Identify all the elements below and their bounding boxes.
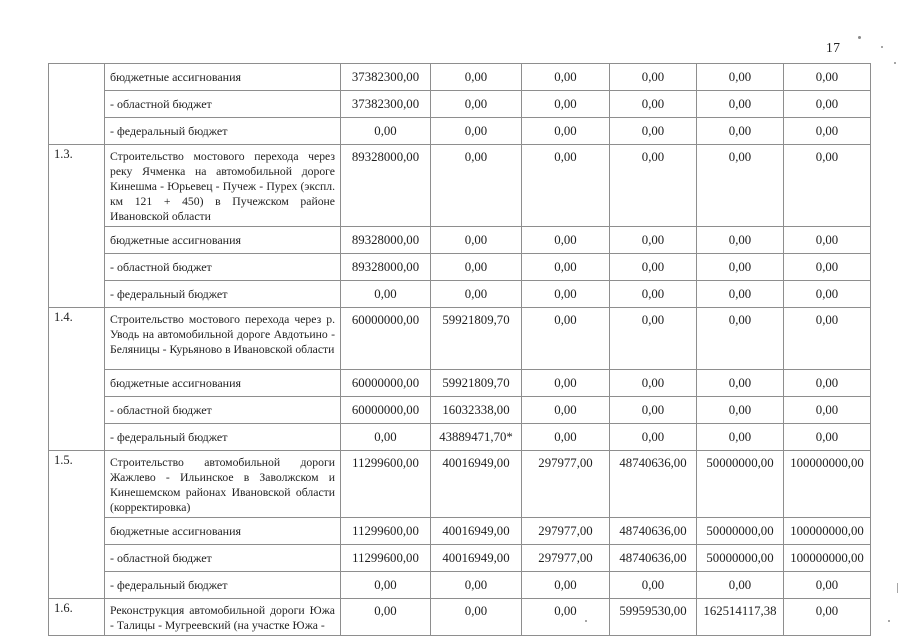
scan-artifact: [894, 62, 896, 64]
row-label-cell: - областной бюджет: [105, 397, 341, 424]
value-cell: 0,00: [610, 424, 697, 451]
value-cell: 0,00: [341, 281, 431, 308]
value-cell: 0,00: [610, 370, 697, 397]
value-cell: 11299600,00: [341, 518, 431, 545]
value-cell: 50000000,00: [697, 545, 784, 572]
table-row: [49, 518, 871, 545]
row-label-cell: - областной бюджет: [105, 91, 341, 118]
value-cell: 0,00: [431, 64, 522, 91]
value-cell: 0,00: [784, 227, 871, 254]
table-row: [49, 118, 871, 145]
value-cell: 89328000,00: [341, 145, 431, 227]
value-cell: 60000000,00: [341, 397, 431, 424]
value-cell: 0,00: [610, 281, 697, 308]
value-cell: 0,00: [784, 281, 871, 308]
row-label-cell: - федеральный бюджет: [105, 424, 341, 451]
value-cell: 0,00: [431, 145, 522, 227]
value-cell: 297977,00: [522, 451, 610, 518]
value-cell: 0,00: [697, 254, 784, 281]
value-cell: 0,00: [522, 424, 610, 451]
value-cell: 0,00: [522, 397, 610, 424]
value-cell: 0,00: [522, 281, 610, 308]
table-row: [49, 572, 871, 599]
value-cell: 0,00: [610, 572, 697, 599]
value-cell: 0,00: [697, 145, 784, 227]
value-cell: 162514117,38: [697, 599, 784, 636]
item-description-cell: Строительство автомобильной дороги Жажлево - Ильинское в Заволжском и Кинешемском районах Ивановской области (корректировка): [105, 451, 341, 518]
value-cell: 0,00: [697, 424, 784, 451]
value-cell: 297977,00: [522, 518, 610, 545]
value-cell: 50000000,00: [697, 451, 784, 518]
value-cell: 0,00: [522, 370, 610, 397]
value-cell: 0,00: [784, 370, 871, 397]
value-cell: 0,00: [784, 118, 871, 145]
value-cell: 100000000,00: [784, 451, 871, 518]
item-number-cell: 1.3.: [49, 145, 105, 308]
row-label-cell: - областной бюджет: [105, 254, 341, 281]
value-cell: 60000000,00: [341, 308, 431, 370]
scan-artifact: [888, 620, 890, 622]
value-cell: 0,00: [697, 572, 784, 599]
value-cell: 60000000,00: [341, 370, 431, 397]
value-cell: 0,00: [431, 91, 522, 118]
value-cell: 0,00: [610, 91, 697, 118]
value-cell: 0,00: [610, 397, 697, 424]
value-cell: 0,00: [697, 64, 784, 91]
value-cell: 0,00: [697, 308, 784, 370]
value-cell: 0,00: [610, 254, 697, 281]
value-cell: 59959530,00: [610, 599, 697, 636]
budget-table: [48, 63, 871, 636]
value-cell: 100000000,00: [784, 518, 871, 545]
value-cell: 0,00: [784, 91, 871, 118]
item-description-cell: Строительство мостового перехода через реку Ячменка на автомобильной дороге Кинешма - Юрьевец - Пучеж - Пурех (экспл. км 121 + 450) в Пучежском районе Ивановской области: [105, 145, 341, 227]
value-cell: 50000000,00: [697, 518, 784, 545]
value-cell: 0,00: [522, 599, 610, 636]
scan-artifact: [897, 583, 898, 593]
value-cell: 0,00: [697, 281, 784, 308]
value-cell: 48740636,00: [610, 451, 697, 518]
value-cell: 0,00: [431, 599, 522, 636]
value-cell: 89328000,00: [341, 254, 431, 281]
value-cell: 11299600,00: [341, 545, 431, 572]
value-cell: 0,00: [610, 227, 697, 254]
table-row: [49, 227, 871, 254]
value-cell: 0,00: [431, 254, 522, 281]
value-cell: 0,00: [522, 308, 610, 370]
item-description-cell: Строительство мостового перехода через р. Уводь на автомобильной дороге Авдотьино - Беляницы - Курьяново в Ивановской области: [105, 308, 341, 370]
value-cell: 0,00: [697, 227, 784, 254]
value-cell: 0,00: [522, 254, 610, 281]
budget-table-body: [49, 64, 871, 636]
table-row: [49, 254, 871, 281]
value-cell: 43889471,70*: [431, 424, 522, 451]
value-cell: 37382300,00: [341, 91, 431, 118]
value-cell: 0,00: [784, 308, 871, 370]
value-cell: 0,00: [784, 424, 871, 451]
value-cell: 0,00: [784, 64, 871, 91]
value-cell: 48740636,00: [610, 518, 697, 545]
value-cell: 0,00: [522, 227, 610, 254]
value-cell: 0,00: [610, 308, 697, 370]
value-cell: 0,00: [697, 118, 784, 145]
value-cell: 0,00: [522, 118, 610, 145]
value-cell: 11299600,00: [341, 451, 431, 518]
value-cell: 0,00: [697, 91, 784, 118]
item-number-cell: [49, 64, 105, 145]
row-label-cell: бюджетные ассигнования: [105, 370, 341, 397]
page-number: 17: [826, 40, 841, 55]
value-cell: 0,00: [610, 64, 697, 91]
table-row: [49, 370, 871, 397]
value-cell: 0,00: [784, 254, 871, 281]
item-number-cell: 1.4.: [49, 308, 105, 451]
value-cell: 0,00: [341, 118, 431, 145]
item-description-cell: Реконструкция автомобильной дороги Южа - Талицы - Мугреевский (на участке Южа -: [105, 599, 341, 636]
table-row: [49, 545, 871, 572]
value-cell: 0,00: [341, 424, 431, 451]
row-label-cell: - федеральный бюджет: [105, 118, 341, 145]
value-cell: 0,00: [610, 145, 697, 227]
value-cell: 0,00: [522, 91, 610, 118]
row-label-cell: бюджетные ассигнования: [105, 227, 341, 254]
table-row: [49, 397, 871, 424]
row-label-cell: - областной бюджет: [105, 545, 341, 572]
value-cell: 89328000,00: [341, 227, 431, 254]
row-label-cell: бюджетные ассигнования: [105, 64, 341, 91]
value-cell: 0,00: [784, 599, 871, 636]
row-label-cell: - федеральный бюджет: [105, 281, 341, 308]
value-cell: 100000000,00: [784, 545, 871, 572]
value-cell: 0,00: [697, 397, 784, 424]
value-cell: 16032338,00: [431, 397, 522, 424]
value-cell: 0,00: [431, 118, 522, 145]
value-cell: 0,00: [341, 599, 431, 636]
value-cell: 0,00: [522, 572, 610, 599]
item-number-cell: 1.6.: [49, 599, 105, 636]
scan-artifact: [585, 620, 587, 622]
value-cell: 48740636,00: [610, 545, 697, 572]
value-cell: 0,00: [431, 281, 522, 308]
value-cell: 297977,00: [522, 545, 610, 572]
row-label-cell: - федеральный бюджет: [105, 572, 341, 599]
value-cell: 0,00: [784, 397, 871, 424]
value-cell: 0,00: [431, 227, 522, 254]
value-cell: 37382300,00: [341, 64, 431, 91]
table-row: [49, 281, 871, 308]
value-cell: 0,00: [341, 572, 431, 599]
row-label-cell: бюджетные ассигнования: [105, 518, 341, 545]
value-cell: 59921809,70: [431, 308, 522, 370]
value-cell: 40016949,00: [431, 545, 522, 572]
table-row: [49, 599, 871, 636]
scan-artifact: [881, 46, 883, 48]
value-cell: 0,00: [784, 572, 871, 599]
value-cell: 0,00: [784, 145, 871, 227]
value-cell: 59921809,70: [431, 370, 522, 397]
value-cell: 40016949,00: [431, 451, 522, 518]
scan-artifact: [858, 36, 861, 39]
value-cell: 0,00: [610, 118, 697, 145]
table-row: [49, 145, 871, 227]
table-row: [49, 91, 871, 118]
value-cell: 40016949,00: [431, 518, 522, 545]
table-row: [49, 308, 871, 370]
table-row: [49, 451, 871, 518]
table-row: [49, 64, 871, 91]
table-row: [49, 424, 871, 451]
value-cell: 0,00: [697, 370, 784, 397]
item-number-cell: 1.5.: [49, 451, 105, 599]
value-cell: 0,00: [431, 572, 522, 599]
value-cell: 0,00: [522, 145, 610, 227]
value-cell: 0,00: [522, 64, 610, 91]
